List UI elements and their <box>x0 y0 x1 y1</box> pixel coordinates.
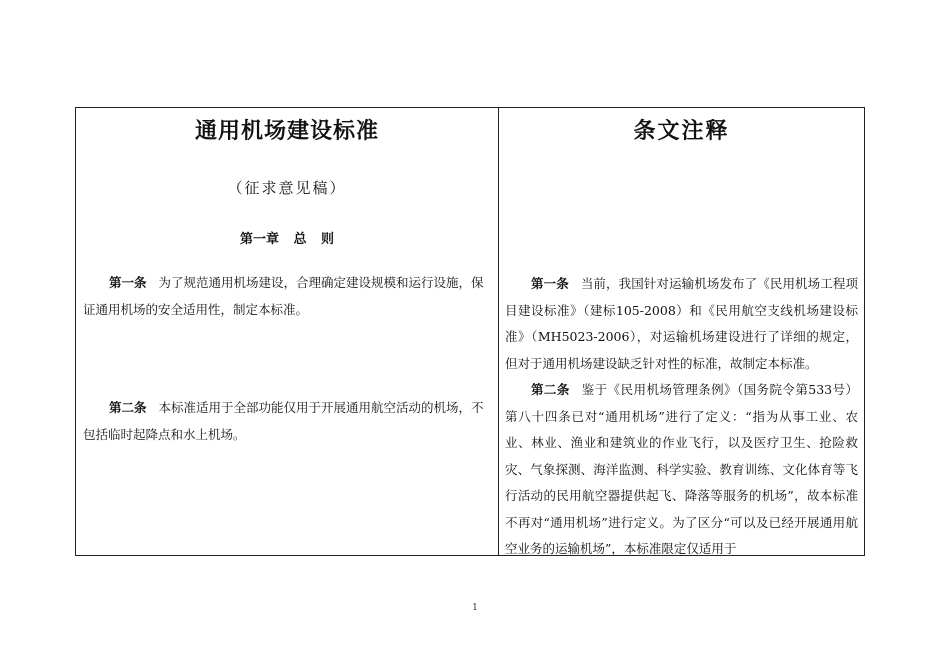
article-2-text: 本标准适用于全部功能仅用于开展通用航空活动的机场，不包括临时起降点和水上机场。 <box>83 400 484 442</box>
note-1-text: 当前，我国针对运输机场发布了《民用机场工程项目建设标准》（建标105-2008）和《民用航空支线机场建设标准》（MH5023-2006），对运输机场建设进行了详细的规定，但对于通用机场建设缺乏针对性的标准，故制定本标准。 <box>505 276 858 371</box>
document-title: 通用机场建设标准 <box>194 119 379 144</box>
article-2-label: 第二条 <box>109 400 147 415</box>
document-table <box>75 107 865 556</box>
page-number: 1 <box>472 603 478 613</box>
note-1-label: 第一条 <box>531 276 569 291</box>
annotation-title: 条文注释 <box>633 119 730 144</box>
draft-subtitle: （征求意见稿） <box>227 179 347 197</box>
note-1 <box>505 271 858 377</box>
standard-text-column <box>76 108 499 555</box>
annotation-body <box>505 271 858 555</box>
chapter-heading: 第一章 总 则 <box>239 232 335 247</box>
annotation-column <box>499 108 864 555</box>
article-2 <box>83 394 491 448</box>
article-1 <box>83 269 491 323</box>
note-2-text: 鉴于《民用机场管理条例》（国务院令第533号）第八十四条已对“通用机场”进行了定义：“指为从事工业、农业、林业、渔业和建筑业的作业飞行，以及医疗卫生、抢险救灾、气象探测、海洋监测、科学实验、教育训练、文化体育等飞行活动的民用航空器提供起飞、降落等服务的机场”，故本标准不再对“通用机场”进行定义。为了区分“可以及已经开展通用航空业务的运输机场”，本标准限定仅适用于 <box>505 382 858 555</box>
note-2 <box>505 377 858 555</box>
article-1-text: 为了规范通用机场建设，合理确定建设规模和运行设施，保证通用机场的安全适用性，制定本标准。 <box>83 275 484 317</box>
article-1-label: 第一条 <box>109 275 147 290</box>
note-2-label: 第二条 <box>531 382 570 397</box>
